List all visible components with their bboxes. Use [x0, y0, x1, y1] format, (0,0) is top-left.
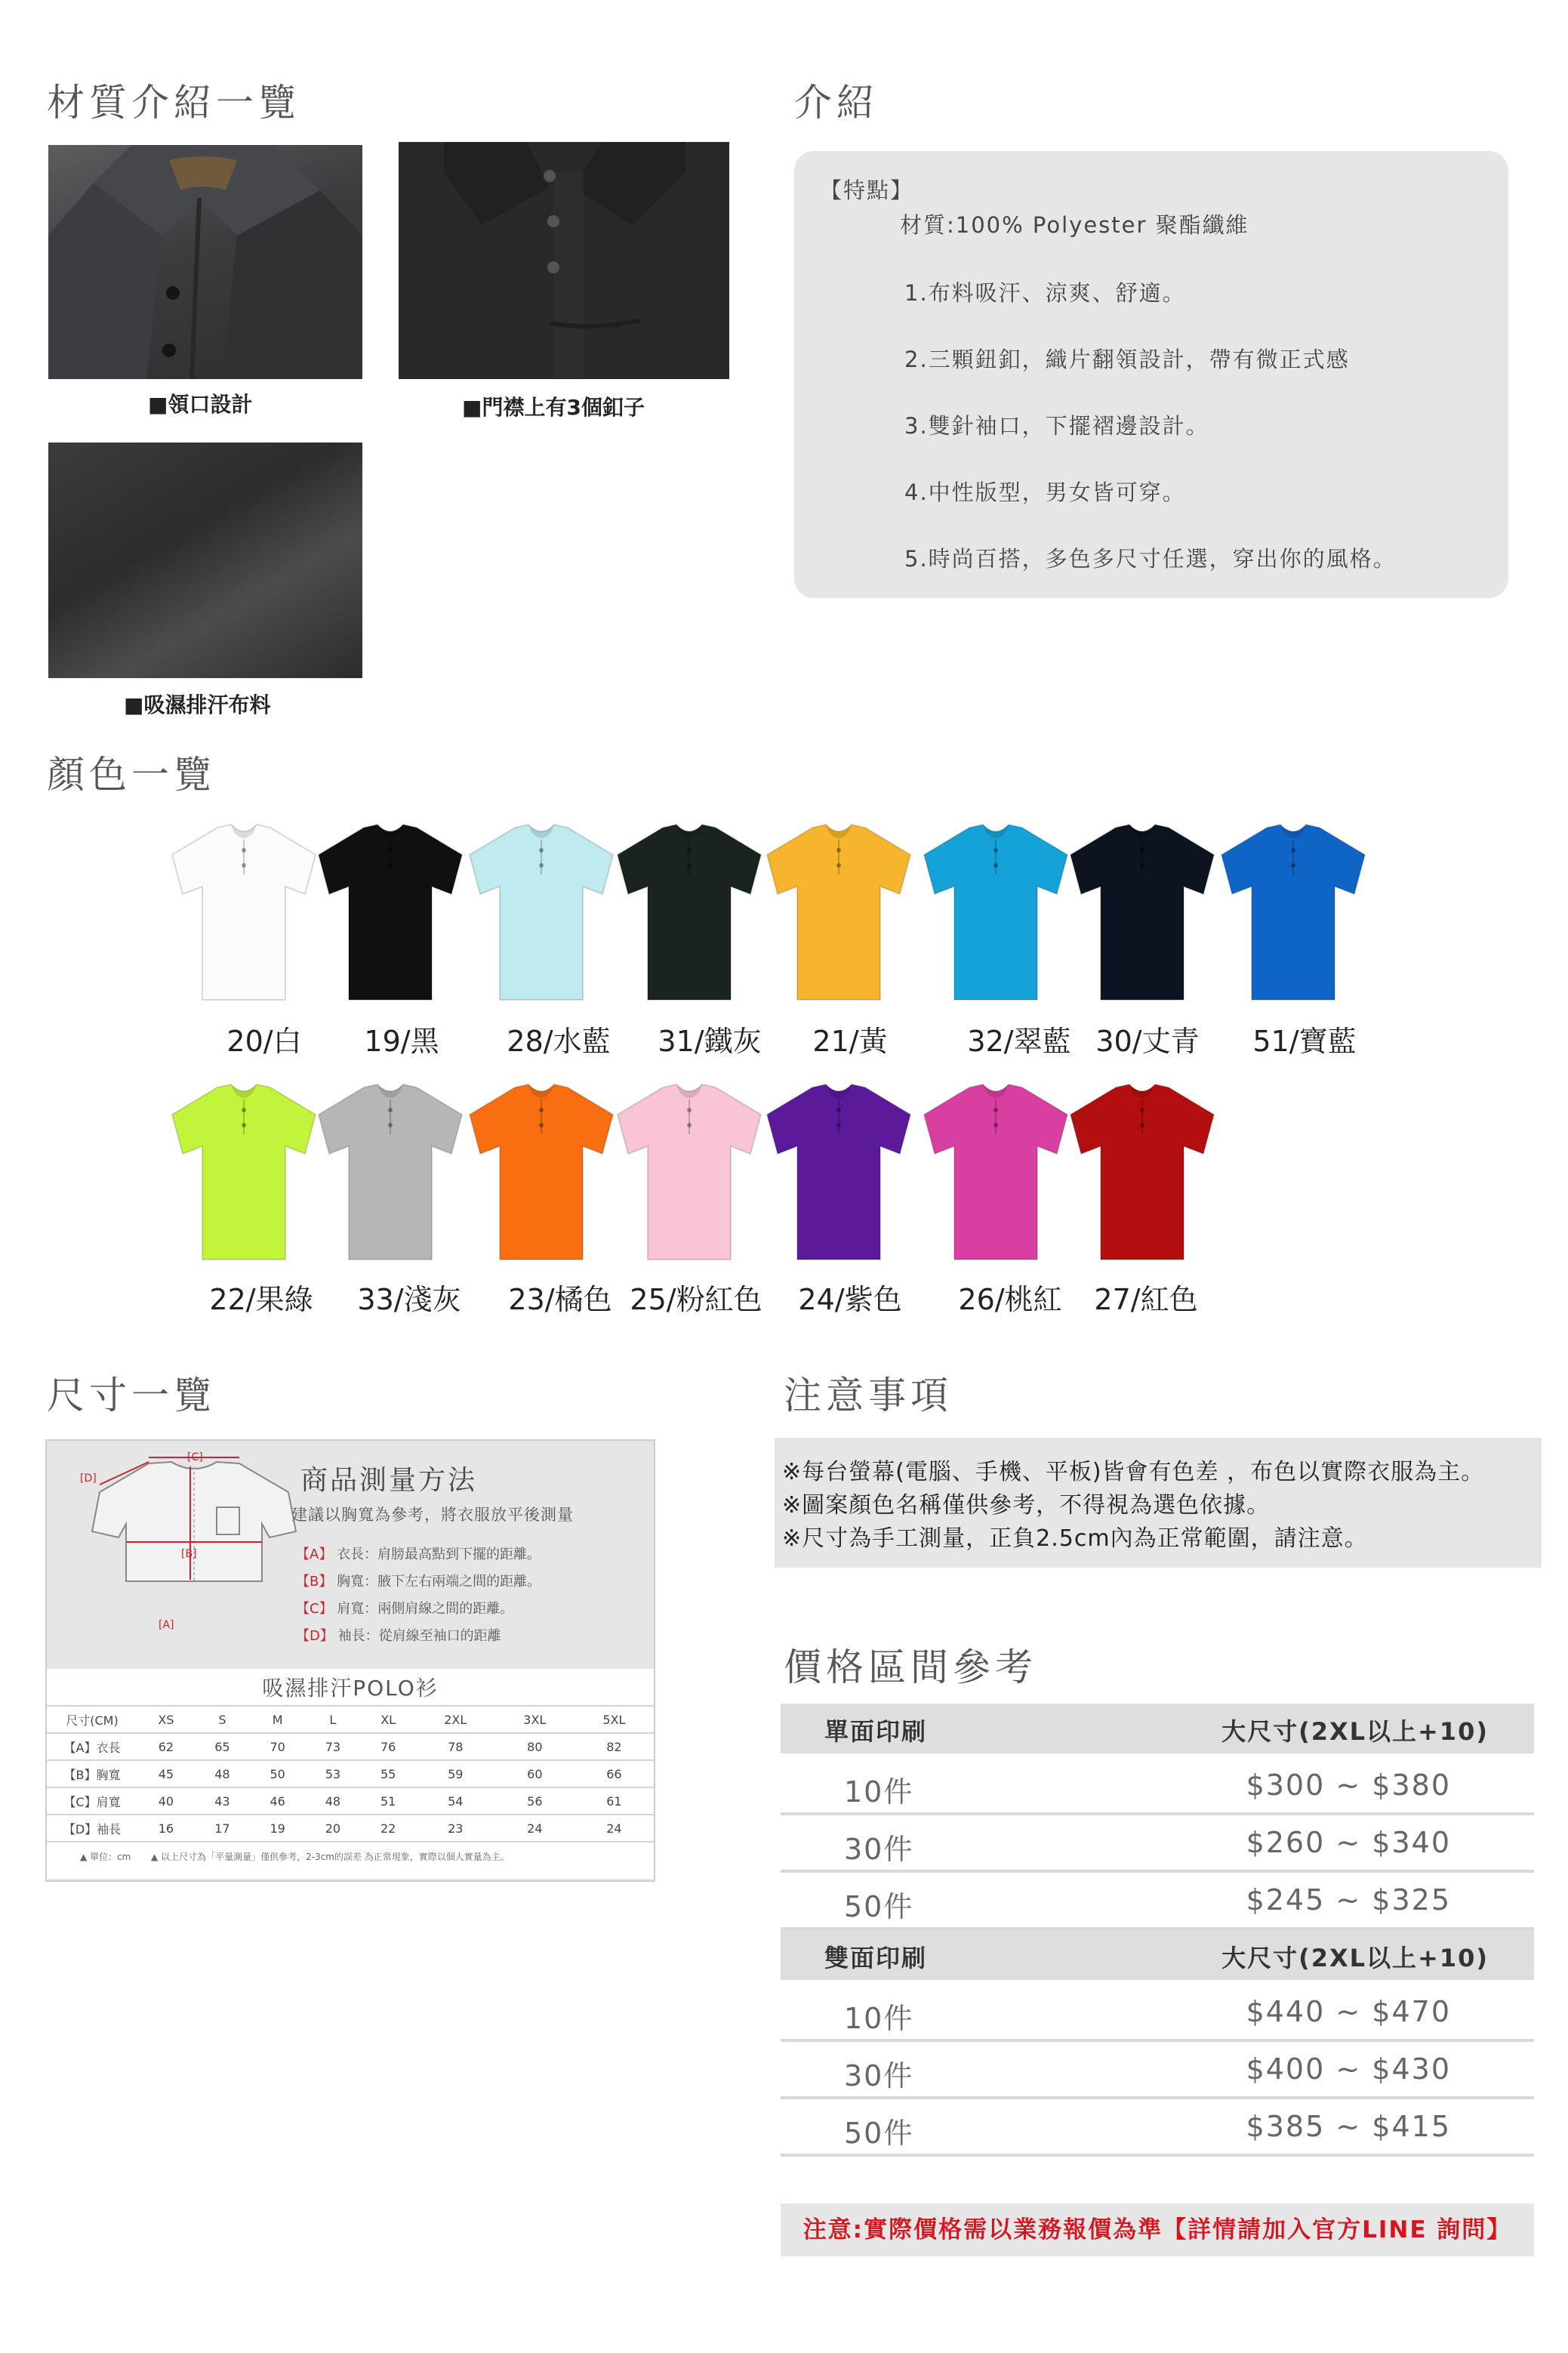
shirt-measure-diagram	[69, 1448, 319, 1599]
polo-swatch-icon	[462, 822, 621, 1003]
polo-swatch-icon	[462, 1081, 621, 1263]
price-row	[781, 1815, 1534, 1873]
measure-b: 【B】 胸寬：腋下左右兩端之間的距離。	[296, 1574, 541, 1590]
size-cell: 【C】肩寬	[47, 1787, 137, 1815]
intro-title: 介紹	[794, 81, 879, 125]
price-range: $440 ~ $470	[1246, 1995, 1451, 2028]
price-range: $300 ~ $380	[1246, 1769, 1451, 1802]
measure-c: 【C】 肩寬：兩側肩線之間的距離。	[296, 1601, 514, 1617]
quantity-label: 30件	[844, 2059, 914, 2092]
size-cell: 48	[305, 1787, 360, 1815]
color-label: 25/粉紅色	[630, 1283, 762, 1316]
polo-swatch-icon	[916, 1081, 1075, 1263]
placket-caption: ■門襟上有3個釦子	[462, 395, 645, 420]
fabric-photo	[48, 443, 362, 678]
price-range: $260 ~ $340	[1246, 1826, 1451, 1859]
size-card	[45, 1439, 655, 1882]
size-cell: 82	[575, 1733, 654, 1760]
feature-heading: 【特點】	[820, 177, 914, 203]
polo-swatch-icon	[311, 1081, 470, 1263]
collar-caption: ■領口設計	[148, 392, 253, 417]
size-cell: 66	[575, 1760, 654, 1787]
measure-a: 【A】 衣長：肩膀最高點到下擺的距離。	[296, 1547, 541, 1562]
fabric-caption: ■吸濕排汗布料	[124, 692, 271, 717]
size-footnote: ▲ 單位：cm ▲ 以上尺寸為「平量測量」僅供參考，2-3cm的誤差 為正常現象，實際以個人實量為主。	[80, 1852, 510, 1862]
price-title: 價格區間參考	[784, 1645, 1037, 1689]
size-cell: 【B】胸寬	[47, 1760, 137, 1787]
price-note-box	[781, 2203, 1534, 2256]
size-header-cell: XS	[137, 1707, 195, 1733]
size-header-cell: XL	[361, 1707, 416, 1733]
price-row	[781, 1758, 1534, 1815]
size-cell: 53	[305, 1760, 360, 1787]
method-subtitle: 建議以胸寬為參考，將衣服放平後測量	[291, 1506, 574, 1524]
size-cell: 46	[250, 1787, 305, 1815]
color-label: 23/橘色	[508, 1283, 612, 1316]
feature-point: 5.時尚百搭，多色多尺寸任選，穿出你的風格。	[904, 546, 1397, 572]
feature-point: 4.中性版型，男女皆可穿。	[904, 480, 1186, 505]
polo-swatch-icon	[1063, 822, 1221, 1003]
size-cell: 45	[137, 1760, 195, 1787]
size-cell: 24	[495, 1815, 575, 1842]
size-header-cell: 2XL	[416, 1707, 495, 1733]
quantity-label: 10件	[844, 1775, 914, 1809]
size-cell: 51	[361, 1787, 416, 1815]
notes-title: 注意事項	[784, 1374, 953, 1417]
method-title: 商品測量方法	[300, 1465, 478, 1496]
color-label: 26/桃紅	[958, 1283, 1062, 1316]
diagram-label-c: [C]	[187, 1451, 203, 1463]
size-cell: 61	[575, 1787, 654, 1815]
size-cell: 76	[361, 1733, 416, 1760]
size-cell: 24	[575, 1815, 654, 1842]
size-cell: 59	[416, 1760, 495, 1787]
placket-photo	[399, 142, 729, 379]
color-label: 28/水藍	[507, 1025, 611, 1058]
polo-swatch-icon	[311, 822, 470, 1003]
size-cell: 54	[416, 1787, 495, 1815]
size-cell: 80	[495, 1733, 575, 1760]
size-cell: 19	[250, 1815, 305, 1842]
price-table	[781, 1704, 1534, 2157]
size-header-cell: 3XL	[495, 1707, 575, 1733]
diagram-label-a: [A]	[159, 1619, 174, 1631]
color-label: 30/丈青	[1095, 1025, 1200, 1058]
size-cell: 20	[305, 1815, 360, 1842]
price-note: 注意:實際價格需以業務報價為準【詳情請加入官方LINE 詢問】	[802, 2216, 1512, 2244]
size-cell: 73	[305, 1733, 360, 1760]
size-table-panel	[47, 1669, 654, 1879]
size-cell: 17	[195, 1815, 250, 1842]
size-cell: 23	[416, 1815, 495, 1842]
size-title: 尺寸一覽	[47, 1374, 216, 1417]
quantity-label: 30件	[844, 1833, 914, 1866]
price-row	[781, 1984, 1534, 2042]
note-line: ※圖案顏色名稱僅供參考，不得視為選色依據。	[782, 1492, 1271, 1519]
size-cell: 16	[137, 1815, 195, 1842]
price-range: $400 ~ $430	[1246, 2052, 1451, 2086]
price-group-header	[781, 1704, 1534, 1758]
print-type-label: 雙面印刷	[824, 1944, 928, 1972]
polo-swatch-icon	[165, 822, 323, 1003]
diagram-label-d: [D]	[80, 1473, 97, 1485]
collar-photo	[48, 145, 362, 379]
color-label: 31/鐵灰	[658, 1025, 762, 1058]
color-label: 19/黑	[364, 1025, 439, 1058]
note-line: ※尺寸為手工測量，正負2.5cm內為正常範圍，請注意。	[782, 1525, 1368, 1552]
polo-swatch-icon	[759, 1081, 918, 1263]
size-note-label: 大尺寸(2XL以上+10)	[1221, 1944, 1489, 1972]
size-cell: 22	[361, 1815, 416, 1842]
feature-point: 1.布料吸汗、涼爽、舒適。	[904, 280, 1186, 306]
size-cell: 43	[195, 1787, 250, 1815]
quantity-label: 50件	[844, 2117, 914, 2150]
size-cell: 70	[250, 1733, 305, 1760]
feature-point: 3.雙針袖口，下擺褶邊設計。	[904, 413, 1209, 439]
table-row	[47, 1815, 654, 1842]
note-line: ※每台螢幕(電腦、手機、平板)皆會有色差 ，布色以實際衣服為主。	[782, 1459, 1485, 1485]
size-cell: 48	[195, 1760, 250, 1787]
size-cell: 55	[361, 1760, 416, 1787]
color-label: 51/寶藍	[1252, 1025, 1357, 1058]
polo-swatch-icon	[1063, 1081, 1221, 1263]
size-table	[47, 1707, 654, 1843]
size-header-cell: L	[305, 1707, 360, 1733]
polo-swatch-icon	[916, 822, 1075, 1003]
color-label: 33/淺灰	[357, 1283, 461, 1316]
feature-point: 2.三顆鈕釦，織片翻領設計，帶有微正式感	[904, 347, 1350, 372]
size-cell: 40	[137, 1787, 195, 1815]
color-label: 22/果綠	[209, 1283, 313, 1316]
table-row	[47, 1760, 654, 1787]
price-row	[781, 2042, 1534, 2099]
polo-swatch-icon	[759, 822, 918, 1003]
polo-swatch-icon	[610, 1081, 769, 1263]
placket-illustration	[399, 142, 729, 379]
measure-d: 【D】 袖長：從肩線至袖口的距離	[296, 1628, 501, 1644]
price-range: $385 ~ $415	[1246, 2110, 1451, 2143]
material-line: 材質:100% Polyester 聚酯纖維	[900, 212, 1249, 238]
color-label: 20/白	[226, 1025, 302, 1058]
price-row	[781, 1873, 1534, 1930]
size-cell: 【A】衣長	[47, 1733, 137, 1760]
polo-swatch-icon	[1214, 822, 1372, 1003]
color-label: 24/紫色	[798, 1283, 902, 1316]
polo-swatch-icon	[610, 822, 769, 1003]
polo-swatch-icon	[165, 1081, 323, 1263]
size-cell: 60	[495, 1760, 575, 1787]
size-cell: 【D】袖長	[47, 1815, 137, 1842]
size-header-cell: 5XL	[575, 1707, 654, 1733]
size-cell: 56	[495, 1787, 575, 1815]
diagram-label-b: [B]	[181, 1548, 197, 1560]
price-group-header	[781, 1930, 1534, 1984]
size-note-label: 大尺寸(2XL以上+10)	[1221, 1717, 1489, 1746]
table-row	[47, 1787, 654, 1815]
collar-illustration	[48, 145, 362, 379]
size-header-cell: 尺寸(CM)	[47, 1707, 137, 1733]
size-cell: 50	[250, 1760, 305, 1787]
size-header-cell: S	[195, 1707, 250, 1733]
quantity-label: 10件	[844, 2002, 914, 2035]
size-cell: 62	[137, 1733, 195, 1760]
price-range: $245 ~ $325	[1246, 1883, 1451, 1917]
size-header-cell: M	[250, 1707, 305, 1733]
color-label: 27/紅色	[1094, 1283, 1198, 1316]
notes-box	[775, 1438, 1542, 1568]
quantity-label: 50件	[844, 1890, 914, 1923]
size-cell: 65	[195, 1733, 250, 1760]
size-table-title: 吸濕排汗POLO衫	[47, 1669, 654, 1707]
price-row	[781, 2099, 1534, 2157]
size-cell: 78	[416, 1733, 495, 1760]
table-row	[47, 1733, 654, 1760]
intro-box	[794, 151, 1508, 598]
material-title: 材質介紹一覽	[47, 81, 300, 125]
print-type-label: 單面印刷	[824, 1717, 928, 1746]
color-title: 顏色一覽	[47, 753, 216, 797]
color-label: 21/黃	[812, 1025, 888, 1058]
color-label: 32/翠藍	[967, 1025, 1071, 1058]
